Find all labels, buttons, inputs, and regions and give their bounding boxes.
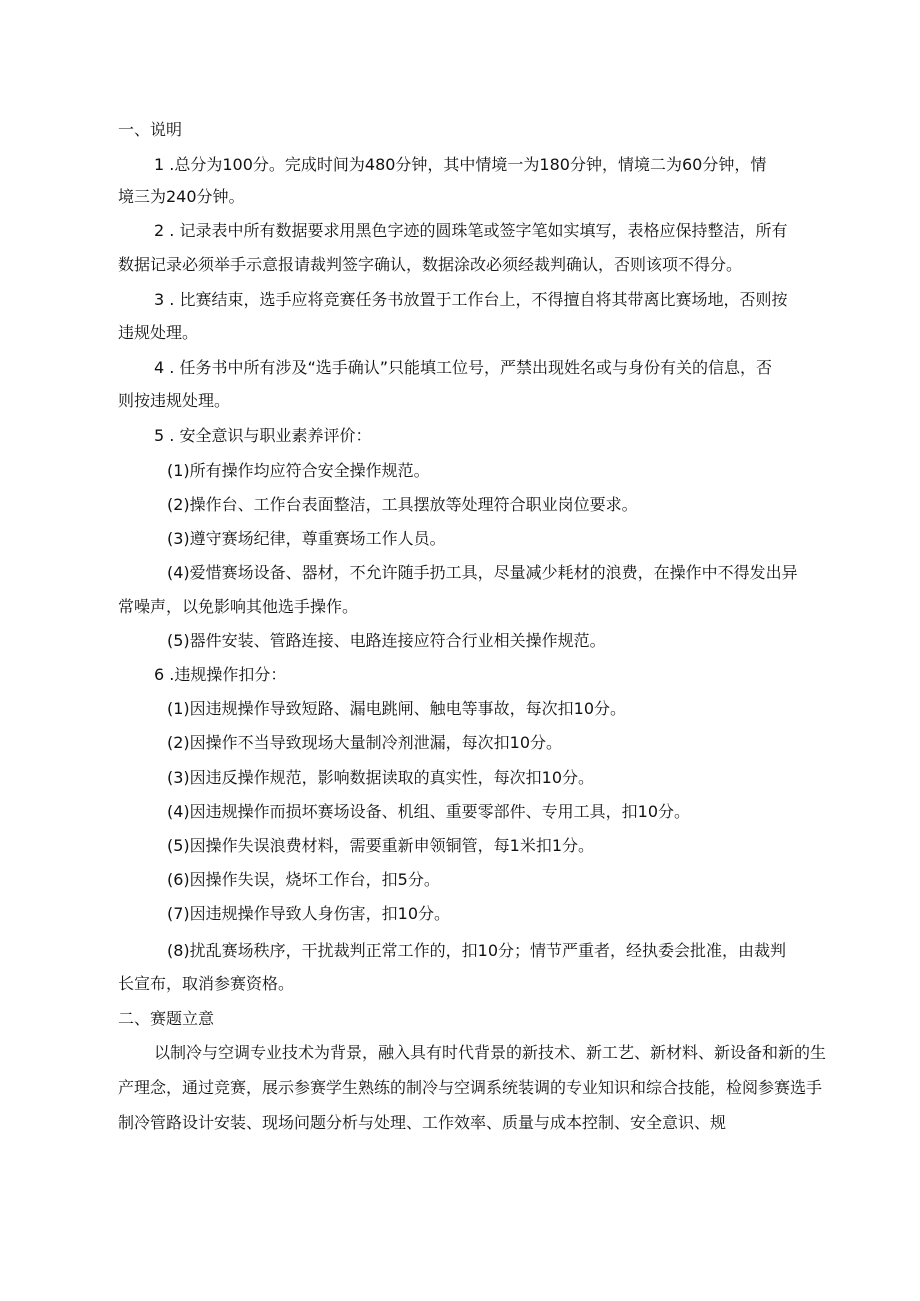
list-item: (4)爱惜赛场设备、器材，不允许随手扔工具，尽量减少耗材的浪费，在操作中不得发出异 bbox=[167, 563, 798, 582]
list-item: (2)操作台、工作台表面整洁，工具摆放等处理符合职业岗位要求。 bbox=[167, 495, 638, 514]
paragraph: 3 . 比赛结束，选手应将竞赛任务书放置于工作台上，不得擅自将其带离比赛场地，否则按 bbox=[154, 290, 788, 309]
list-item: (3)遵守赛场纪律，尊重赛场工作人员。 bbox=[167, 529, 446, 548]
list-item: (5)器件安装、管路连接、电路连接应符合行业相关操作规范。 bbox=[167, 631, 606, 650]
list-item: (6)因操作失误，烧坏工作台，扣5分。 bbox=[167, 870, 440, 889]
list-item: (2)因操作不当导致现场大量制冷剂泄漏，每次扣10分。 bbox=[167, 733, 563, 752]
paragraph: 境三为240分钟。 bbox=[118, 187, 245, 206]
subsection-title: 5 . 安全意识与职业素养评价： bbox=[154, 426, 372, 445]
paragraph: 违规处理。 bbox=[118, 323, 199, 342]
list-item: (4)因违规操作而损坏赛场设备、机组、重要零部件、专用工具，扣10分。 bbox=[167, 802, 691, 821]
list-item: (5)因操作失误浪费材料，需要重新申领铜管，每1米扣1分。 bbox=[167, 836, 595, 855]
subsection-title: 6 .违规操作扣分： bbox=[154, 665, 287, 684]
section-paragraph: 以制冷与空调专业技术为背景，融入具有时代背景的新技术、新工艺、新材料、新设备和新的生产理念，通过竞赛，展示参赛学生熟练的制冷与空调系统装调的专业知识和综合技能，检阅参赛选手制冷管路设计安装、现场问题分析与处理、工作效率、质量与成本控制、安全意识、规 bbox=[118, 1043, 827, 1132]
paragraph: 4 . 任务书中所有涉及“选手确认”只能填工位号，严禁出现姓名或与身份有关的信息，否 bbox=[154, 358, 773, 377]
list-item: 常噪声，以免影响其他选手操作。 bbox=[118, 597, 359, 616]
paragraph: 1 .总分为100分。完成时间为480分钟，其中情境一为180分钟，情境二为60分钟，情 bbox=[154, 155, 767, 174]
paragraph: 则按违规处理。 bbox=[118, 391, 231, 410]
section-title: 二、赛题立意 bbox=[118, 1009, 215, 1028]
list-item: 长宣布，取消参赛资格。 bbox=[118, 974, 295, 993]
list-item: (3)因违反操作规范，影响数据读取的真实性，每次扣10分。 bbox=[167, 768, 595, 787]
list-item: (8)扰乱赛场秩序，干扰裁判正常工作的，扣10分；情节严重者，经执委会批准，由裁判 bbox=[167, 941, 787, 960]
list-item: (1)因违规操作导致短路、漏电跳闸、触电等事故，每次扣10分。 bbox=[167, 699, 627, 718]
list-item: (7)因违规操作导致人身伤害，扣10分。 bbox=[167, 904, 451, 923]
list-item: (1)所有操作均应符合安全操作规范。 bbox=[167, 461, 430, 480]
paragraph: 数据记录必须举手示意报请裁判签字确认，数据涂改必须经裁判确认，否则该项不得分。 bbox=[118, 255, 743, 274]
paragraph: 2 . 记录表中所有数据要求用黑色字迹的圆珠笔或签字笔如实填写，表格应保持整洁，所有 bbox=[154, 221, 788, 240]
section-title: 一、说明 bbox=[118, 120, 183, 139]
